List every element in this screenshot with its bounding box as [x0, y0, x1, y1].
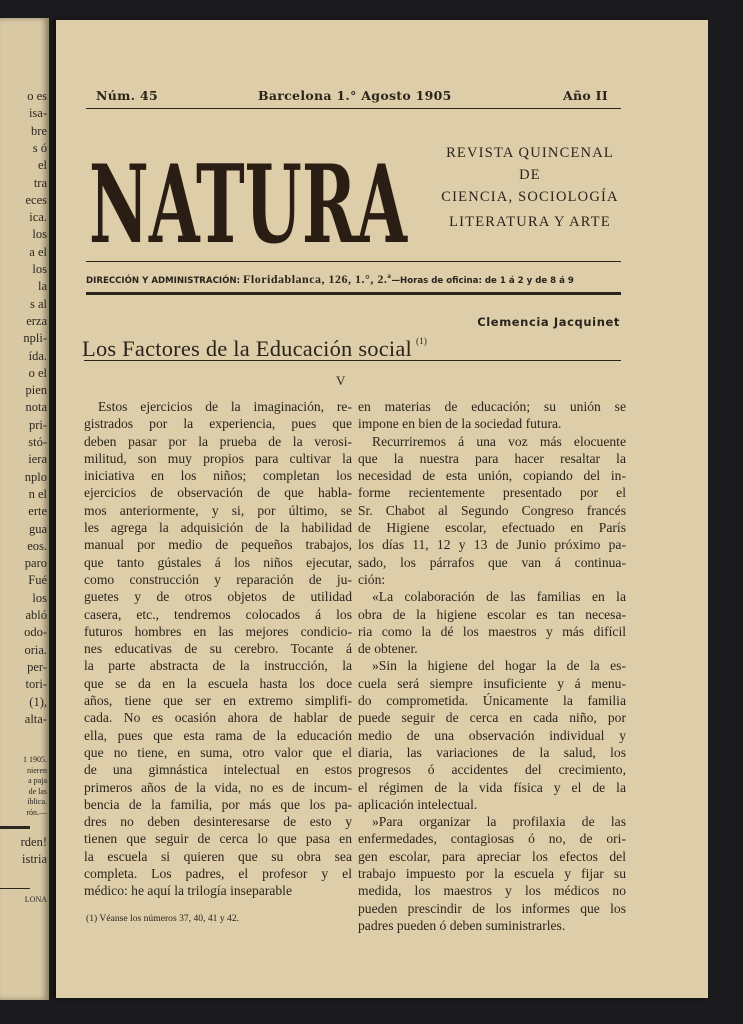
prev-page-fragment: nplo: [24, 469, 47, 484]
prev-page-rule: [0, 888, 30, 889]
admin-label: DIRECCIÓN Y ADMINISTRACIÓN:: [86, 276, 241, 286]
prev-page-fragment: abló: [25, 608, 47, 622]
text-line: de Higiene escolar, efectuado en París: [358, 520, 626, 536]
prev-page-fragment: npli-: [23, 331, 47, 346]
text-line: »Para organizar la profilaxia de las: [372, 814, 626, 830]
prev-page-fragment: alta-: [24, 711, 47, 726]
prev-page-fragment: odo-: [24, 625, 47, 640]
text-line: Estos ejercicios de la imaginación, re-: [98, 399, 352, 414]
prev-page-fragment: iera: [28, 452, 47, 467]
natura-logo: [88, 138, 408, 264]
text-line: mos anteriormente, y si, por último, se: [84, 502, 352, 518]
text-line: les agrega la adquisición de la habilidad: [84, 520, 352, 536]
text-line: la escuela si quieren que su obra sea: [84, 848, 352, 864]
text-line: primeros años de la vida, no es de incum-: [84, 779, 352, 795]
text-line: sado, los párrafos que van á continua-: [358, 554, 626, 570]
prev-page-fragment: el: [37, 158, 47, 173]
header-rule: [86, 108, 621, 109]
text-line: trabajo impuesto por la escuela y fijar su: [358, 866, 626, 882]
prev-page-fragment: tra: [33, 175, 47, 190]
section-number: V: [336, 373, 346, 388]
svg-text:NATURA: NATURA: [89, 142, 408, 264]
prev-page-fragment: n el: [28, 486, 47, 501]
text-line: pueden prescindir de los informes que los: [358, 900, 626, 916]
text-line: forme recientemente presentado por el: [358, 485, 626, 501]
prev-page-fragment: a el: [29, 244, 47, 259]
subtitle-line-3: CIENCIA, SOCIOLOGÍA: [441, 189, 619, 205]
prev-page-fragment: bre: [31, 123, 47, 138]
prev-page-fragment: erza: [26, 313, 47, 328]
text-line: »Sin la higiene del hogar la de la es-: [372, 658, 626, 674]
text-line: que se da en la escuela hasta los doce: [84, 675, 352, 691]
prev-page-fragment: istria: [22, 852, 47, 866]
prev-page-fragment: la: [37, 279, 47, 294]
text-line: completa. Los padres, el profesor y el: [84, 866, 352, 882]
prev-page-fragment: eces: [25, 192, 47, 207]
admin-address: Floridablanca, 126, 1.°, 2.ª: [243, 272, 392, 286]
prev-page-fragment: pri-: [28, 417, 47, 432]
admin-top-rule: [86, 261, 621, 262]
previous-page: [0, 18, 49, 1000]
text-line: que tanto gústales á los niños ejecutar,: [84, 554, 352, 570]
text-line: casera, etc., tendremos colocados á los: [84, 606, 352, 622]
text-line: en materias de educación; su unión se: [358, 399, 626, 414]
text-line: gen escolar, para apreciar los efectos del: [358, 848, 626, 864]
prev-page-fragment: (1),: [29, 694, 47, 709]
text-line: tienen que seguir de cerca lo que pasa en: [84, 831, 352, 847]
text-line: do comprometida. Únicamente la familia: [358, 693, 626, 709]
prev-page-fragment: ica.: [29, 210, 47, 225]
text-line: impone en bien de la sociedad futura.: [358, 416, 562, 432]
text-line: aplicación intelectual.: [358, 796, 478, 812]
text-line: nes educativas de su cerebro. Tocante á: [84, 641, 352, 657]
prev-page-fragment: eos.: [27, 538, 47, 553]
admin-bottom-rule: [86, 292, 621, 295]
article-author: Clemencia Jacquinet: [477, 315, 620, 329]
text-line: los días 11, 12 y 13 de Junio próximo pa-: [358, 537, 626, 553]
prev-page-fragment: paro: [24, 556, 47, 571]
left-column: [84, 398, 352, 900]
article-title: Los Factores de la Educación social $^{(1)}$: [82, 336, 428, 361]
prev-page-fragment: o es: [27, 89, 47, 103]
text-line: cuela será siempre insuficiente y á menu-: [358, 675, 626, 691]
text-line: medida, los maestros y los médicos no: [358, 883, 626, 899]
text-line: futuros hombres en las mejores condicio-: [84, 623, 352, 639]
admin-hours: —Horas de oficina: de 1 á 2 y de 8 á 9: [391, 276, 574, 286]
text-line: el régimen de la vida física y el de la: [358, 779, 626, 795]
text-line: ejercicios de observación de que habla-: [84, 485, 352, 501]
text-line: iniciativa en los niños; completan los: [84, 468, 352, 484]
prev-page-note: íblica.: [27, 797, 47, 806]
text-line: dres no deben desinteresarse de esto y: [84, 814, 352, 830]
prev-page-fragment: rden!: [20, 835, 47, 849]
footnote: (1) Véanse los números 37, 40, 41 y 42.: [86, 913, 240, 924]
text-line: enfermedades, contagiosas ó no, de ori-: [358, 831, 626, 847]
prev-page-rule: [0, 826, 30, 829]
prev-page-fragment: ída.: [28, 348, 47, 363]
prev-page-fragment: tori-: [25, 677, 47, 692]
text-line: años, tiene que ser en extremo simplifi-: [84, 693, 352, 709]
prev-page-fragment: los: [32, 227, 47, 242]
title-rule: [84, 360, 621, 361]
text-line: diaria, las variaciones de la salud, los: [358, 744, 626, 760]
subtitle-line-1: REVISTA QUINCENAL: [446, 145, 614, 161]
right-column: [358, 398, 626, 934]
subtitle-line-4: LITERATURA Y ARTE: [449, 214, 611, 230]
text-line: cada. No es ocasión ahora de hablar de: [84, 710, 352, 726]
text-line: bencia de la familia, por más que los pa-: [84, 796, 352, 812]
subtitle-line-2: DE: [519, 167, 541, 183]
prev-page-fragment: s al: [29, 296, 47, 311]
title-footnote-mark: (1): [416, 336, 428, 346]
prev-page-fragment: oria.: [24, 642, 47, 657]
prev-page-footer: LONA: [24, 895, 47, 904]
text-line: manual por medio de pequeños trabajos,: [84, 537, 352, 553]
text-line: medio de una observación individual y: [358, 727, 626, 743]
text-line: obra de la higiene escolar es tan necesa-: [358, 606, 626, 622]
prev-page-fragment: stó-: [28, 435, 47, 449]
prev-page-fragment: o el: [28, 365, 47, 380]
text-line: la parte abstracta de la instrucción, la: [84, 658, 352, 674]
text-line: gistrados por la experiencia, pues que: [84, 416, 352, 432]
text-line: como construcción y reparación de ju-: [84, 571, 352, 587]
magazine-page: [56, 20, 708, 998]
text-line: médico: he aquí la trilogía inseparable: [84, 883, 292, 899]
text-line: padres pueden ó deben suministrarles.: [358, 917, 566, 933]
text-line: Sr. Chabot al Segundo Congreso francés: [358, 502, 626, 518]
prev-page-fragment: erte: [28, 504, 47, 519]
prev-page-fragment: Fué: [28, 573, 47, 588]
issue-date: Barcelona 1.° Agosto 1905: [258, 88, 452, 103]
text-line: que no tiene, en suma, otro valor que el: [84, 744, 352, 760]
text-line: guetes y de otros objetos de utilidad: [84, 589, 352, 605]
prev-page-fragment: per-: [27, 659, 47, 674]
prev-page-fragment: los: [32, 262, 47, 276]
prev-page-fragment: s ó: [32, 140, 47, 155]
text-line: deben pasar por la prueba de la verosi-: [84, 433, 352, 449]
text-line: Recurriremos á una voz más elocuente: [372, 433, 626, 449]
prev-page-note: de las: [28, 786, 47, 796]
prev-page-fragment: isa-: [28, 106, 47, 121]
text-line: de obtener.: [358, 641, 418, 657]
text-line: militud, son muy propios para cultivar la: [84, 450, 352, 466]
prev-page-note: nieren: [27, 765, 47, 775]
prev-page-note: 1 1905.: [23, 755, 47, 764]
prev-page-fragment: los: [32, 590, 47, 605]
text-line: ria como la dé los maestros y más difícil: [358, 623, 626, 639]
admin-line: [86, 272, 626, 287]
text-line: «La colaboración de las familias en la: [372, 589, 626, 605]
prev-page-fragment: nota: [25, 400, 47, 415]
prev-page-fragment: pien: [25, 383, 47, 398]
text-line: progresos ó accidentes del crecimiento,: [358, 762, 626, 778]
text-line: de una gimnástica intelectual en estos: [84, 762, 352, 778]
text-line: ella, pues que esta rama de la educación: [84, 727, 352, 743]
prev-page-note: rón.—: [26, 807, 47, 817]
text-line: puede seguir de cerca en cada niño, por: [358, 710, 626, 726]
text-line: ción:: [358, 571, 386, 587]
text-line: necesidad de esta unión, copiando del in-: [358, 468, 626, 484]
issue-year: Año II: [563, 88, 608, 103]
text-line: que la nuestra para hacer resaltar la: [358, 450, 626, 466]
issue-number: Núm. 45: [96, 88, 158, 103]
prev-page-note: a paja: [28, 776, 47, 785]
prev-page-fragment: gua: [28, 521, 47, 536]
